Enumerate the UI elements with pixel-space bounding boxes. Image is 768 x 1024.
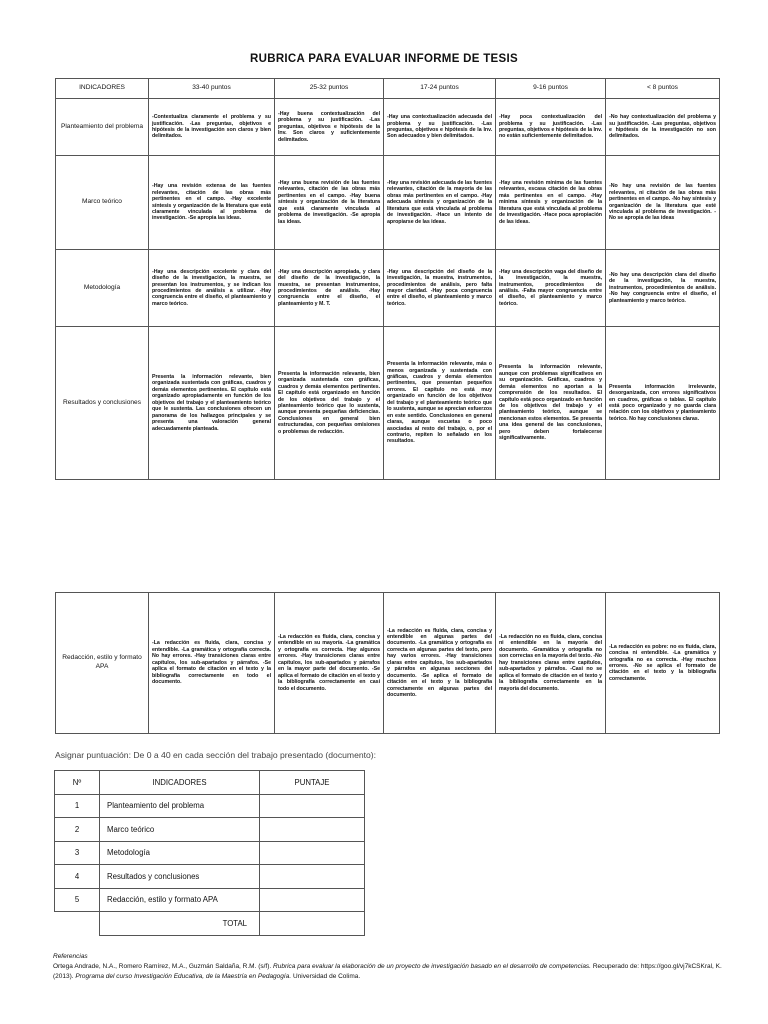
indicator-cell: Planteamiento del problema — [56, 99, 149, 156]
criteria-cell: Presenta la información relevante, bien organizada sustentada con gráficas, cuadros y demás elementos pertinentes. El capítulo está organizado en función de los objetivos del trabajo y el planteamiento teórico que lo sustenta, aunque presenta pequeñas deficiencias. Conclusiones en general bien estructuradas, con pequeñas omisiones o problemas de redacción. — [275, 327, 384, 480]
score-row-label: Resultados y conclusiones — [100, 865, 260, 889]
criteria-cell: -La redacción es fluida, clara, concisa y entendible en algunas partes del documento. -La gramática y ortografía es correcta en algunas partes del texto, pero hay varios errores. -Hay transiciones claras entre capítulos, los sub-apartados y párrafos en algunas secciones del documento. -Se aplica el formato de citación en el texto y la bibliografía correctamente en algunas partes del documento. — [384, 593, 496, 734]
criteria-cell: -Hay una revisión adecuada de las fuentes relevantes, citación de la mayoría de las obras más pertinentes en el campo. -Hay adecuada síntesis y organización de la literatura que está vinculada al problema de investigación. -Hace un intento de apropiarse de las ideas. — [384, 156, 496, 250]
assign-instructions: Asignar puntuación: De 0 a 40 en cada sección del trabajo presentado (documento): — [55, 750, 377, 760]
indicator-cell: Metodología — [56, 250, 149, 327]
ref1-tail: Recuperado de: https://goo.gl/vj7kCSKral, K. (2013). — [53, 963, 722, 981]
criteria-cell: -Hay una descripción vaga del diseño de la investigación, la muestra, instrumentos, procedimientos de análisis. -Falta mayor congruencia entre el diseño, el planteamiento y marco teórico. — [496, 250, 606, 327]
score-input-cell[interactable] — [260, 841, 365, 865]
criteria-cell: -Hay una descripción apropiada, y clara del diseño de la investigación, la muestra, se presentan instrumentos, procedimientos de análisis. -Hay congruencia entre el diseño, el planteamiento y M. T. — [275, 250, 384, 327]
criteria-cell: Presenta la información relevante, bien organizada sustentada con gráficas, cuadros y demás elementos pertinentes. El capítulo está organizado apropiadamente en función de los objetivos del trabajo y el planteamiento teórico que le sustenta. Las conclusiones ofrecen un panorama de los hallazgos principales y se presenta una valoración general adecuadamente planteada. — [149, 327, 275, 480]
rubric-table — [55, 78, 720, 480]
rubric-header-17-24: 17-24 puntos — [384, 79, 496, 99]
score-total-label: TOTAL — [100, 912, 260, 936]
rubric-apa-table — [55, 592, 720, 734]
criteria-cell: -Hay poca contextualización del problema y su justificación. -Las preguntas, objetivos e hipótesis de la Inv. no están suficientemente delimitados. — [496, 99, 606, 156]
references — [53, 952, 723, 982]
score-row — [55, 865, 365, 889]
criteria-cell: -Hay una revisión mínima de las fuentes relevantes, escasa citación de las obras más pertinentes en el campo. -Hay mínima síntesis y organización de la literatura que está vinculada al problema de investigación. -Hace poca apropiación de las ideas. — [496, 156, 606, 250]
rubric-row-redaccion — [56, 593, 720, 734]
criteria-cell: -La redacción es pobre: no es fluida, clara, concisa ni entendible. -La gramática y ortografía no es correcta. -Hay muchos errores. -No se aplica el formato de citación en el texto y la bibliografía correctamente. — [606, 593, 720, 734]
indicator-cell: Marco teórico — [56, 156, 149, 250]
score-row-number: 3 — [55, 841, 100, 865]
score-row — [55, 888, 365, 912]
criteria-cell: -Hay una revisión extensa de las fuentes relevantes, citación de las obras más pertinentes en el campo. -Hay excelente síntesis y organización de la literatura que está claramente vinculada al problema de investigación. -Se apropia las ideas. — [149, 156, 275, 250]
rubric-row-marco-teorico — [56, 156, 720, 250]
score-table — [54, 770, 365, 936]
score-row-number: 4 — [55, 865, 100, 889]
score-input-cell[interactable] — [260, 794, 365, 818]
criteria-cell: Presenta la información relevante, más o menos organizada y sustentada con gráficas, cuadros y demás elementos pertinentes, que presentan pequeños errores. El capítulo no está muy organizado en función de los objetivos del trabajo y el planteamiento teórico que lo sustenta, aunque se aprecian esfuerzos en este sentido. Conclusiones en general claras, aunque escuetas o poco asociadas al resto del trabajo, o, por el contrario, repiten lo señalado en los resultados. — [384, 327, 496, 480]
score-row — [55, 841, 365, 865]
criteria-cell: -Hay buena contextualización del problema y su justificación. -Las preguntas, objetivos e hipótesis de la Inv. Son claros y suficientemente delimitados. — [275, 99, 384, 156]
score-row-label: Metodología — [100, 841, 260, 865]
criteria-cell: -No hay una descripción clara del diseño de la investigación, la muestra, instrumentos, procedimientos de análisis. -No hay congruencia entre el diseño, el planteamiento y marco teórico. — [606, 250, 720, 327]
criteria-cell: -No hay una revisión de las fuentes relevantes, ni citación de las obras más pertinentes en el campo. -No hay síntesis y organización de la literatura que esté vinculada al problema de investigación. -No se apropia de las ideas — [606, 156, 720, 250]
rubric-header-row — [56, 79, 720, 99]
score-row-number: 2 — [55, 818, 100, 842]
page-title: RUBRICA PARA EVALUAR INFORME DE TESIS — [250, 53, 518, 65]
rubric-header-33-40: 33-40 puntos — [149, 79, 275, 99]
indicator-cell: Redacción, estilo y formato APA — [56, 593, 149, 734]
rubric-row-metodologia — [56, 250, 720, 327]
rubric-header-below-8: < 8 puntos — [606, 79, 720, 99]
references-heading: Referencias — [53, 953, 88, 960]
criteria-cell: Presenta información irrelevante, desorganizada, con errores significativos en cuadros, gráficas o tablas. El capítulo está poco organizado y no guarda clara relación con los objetivos y planteamiento teórico. No hay conclusiones claras. — [606, 327, 720, 480]
score-input-cell[interactable] — [260, 818, 365, 842]
score-header-row — [55, 771, 365, 795]
references-body — [53, 962, 723, 982]
score-header-number: Nº — [55, 771, 100, 795]
criteria-cell: -La redacción es fluida, clara, concisa y entendible. -La gramática y ortografía correcta. No hay errores. -Hay transiciones claras entre capítulos, los sub-apartados y párrafos. -Se aplica el formato de citación en el texto y la bibliografía correctamente en todo el documento. — [149, 593, 275, 734]
score-total-row — [55, 912, 365, 936]
rubric-row-planteamiento — [56, 99, 720, 156]
rubric-header-indicadores: INDICADORES — [56, 79, 149, 99]
criteria-cell: -Contextualiza claramente el problema y su justificación. -Las preguntas, objetivos e hipótesis de la investigación son claros y bien delimitados. — [149, 99, 275, 156]
criteria-cell: -No hay contextualización del problema y su justificación. -Las preguntas, objetivos e hipótesis de la investigación no son delimitados. — [606, 99, 720, 156]
score-header-indicadores: INDICADORES — [100, 771, 260, 795]
score-row-label: Planteamiento del problema — [100, 794, 260, 818]
score-row-label: Marco teórico — [100, 818, 260, 842]
rubric-header-9-16: 9-16 puntos — [496, 79, 606, 99]
criteria-cell: -Hay una buena revisión de las fuentes relevantes, citación de las obras más pertinentes en el campo. -Hay buena síntesis y organización de la literatura que está claramente vinculada al problema de investigación. -Se apropia las ideas. — [275, 156, 384, 250]
score-row-label: Redacción, estilo y formato APA — [100, 888, 260, 912]
score-row — [55, 818, 365, 842]
ref2-title: Programa del curso Investigación Educativa, de la Maestría en Pedagogía. — [75, 973, 292, 981]
rubric-row-resultados — [56, 327, 720, 480]
rubric-header-25-32: 25-32 puntos — [275, 79, 384, 99]
indicator-cell: Resultados y conclusiones — [56, 327, 149, 480]
ref1-authors: Ortega Andrade, N.A., Romero Ramírez, M.A., Guzmán Saldaña, R.M. (s/f). — [53, 963, 272, 971]
score-row — [55, 794, 365, 818]
criteria-cell: -Hay una contextualización adecuada del problema y su justificación. -Las preguntas, objetivos e hipótesis de la Inv. Son adecuados y bien delimitados. — [384, 99, 496, 156]
score-total-cell[interactable] — [260, 912, 365, 936]
score-input-cell[interactable] — [260, 865, 365, 889]
score-row-number: 1 — [55, 794, 100, 818]
criteria-cell: -La redacción no es fluida, clara, concisa ni entendible en la mayoría del documento. -Gramática y ortografía no son correctas en la mayoría del texto. -No hay transiciones claras entre capítulos, sub-apartados y párrafos. -Casi no se aplica el formato de citación en el texto y la bibliografía correctamente en la mayoría del documento. — [496, 593, 606, 734]
criteria-cell: -La redacción es fluida, clara, concisa y entendible en su mayoría. -La gramática y ortografía es correcta. Hay algunos errores. -Hay transiciones claras entre capítulos, los sub-apartados y párrafos en la mayor parte del documento. -Se aplica el formato de citación en el texto y la bibliografía correctamente en casi todo el documento. — [275, 593, 384, 734]
ref2-tail: Universidad de Colima. — [292, 973, 361, 981]
score-row-number: 5 — [55, 888, 100, 912]
ref1-title: Rubrica para evaluar la elaboración de un proyecto de investigación basado en el desarrollo de competencias. — [273, 963, 591, 971]
criteria-cell: Presenta la información relevante, aunque con problemas significativos en su organización. Gráficas, cuadros y demás elementos no aportan a la comprensión de los resultados. El capítulo está poco organizado en función de los objetivos del trabajo y el planteamiento teórico, aunque se mencionan estos elementos. Se presenta una idea general de las conclusiones, pero deben fortalecerse significativamente. — [496, 327, 606, 480]
score-header-puntaje: PUNTAJE — [260, 771, 365, 795]
score-input-cell[interactable] — [260, 888, 365, 912]
criteria-cell: -Hay una descripción excelente y clara del diseño de la investigación, la muestra, se presentan los instrumentos, y se indican los procedimientos de análisis a utilizar. -Hay congruencia entre el diseño, el planteamiento y marco teórico. — [149, 250, 275, 327]
criteria-cell: -Hay una descripción del diseño de la investigación, la muestra, instrumentos, procedimientos de análisis, pero falta mayor claridad. -Hay poca congruencia entre el diseño, el planteamiento y marco teórico. — [384, 250, 496, 327]
